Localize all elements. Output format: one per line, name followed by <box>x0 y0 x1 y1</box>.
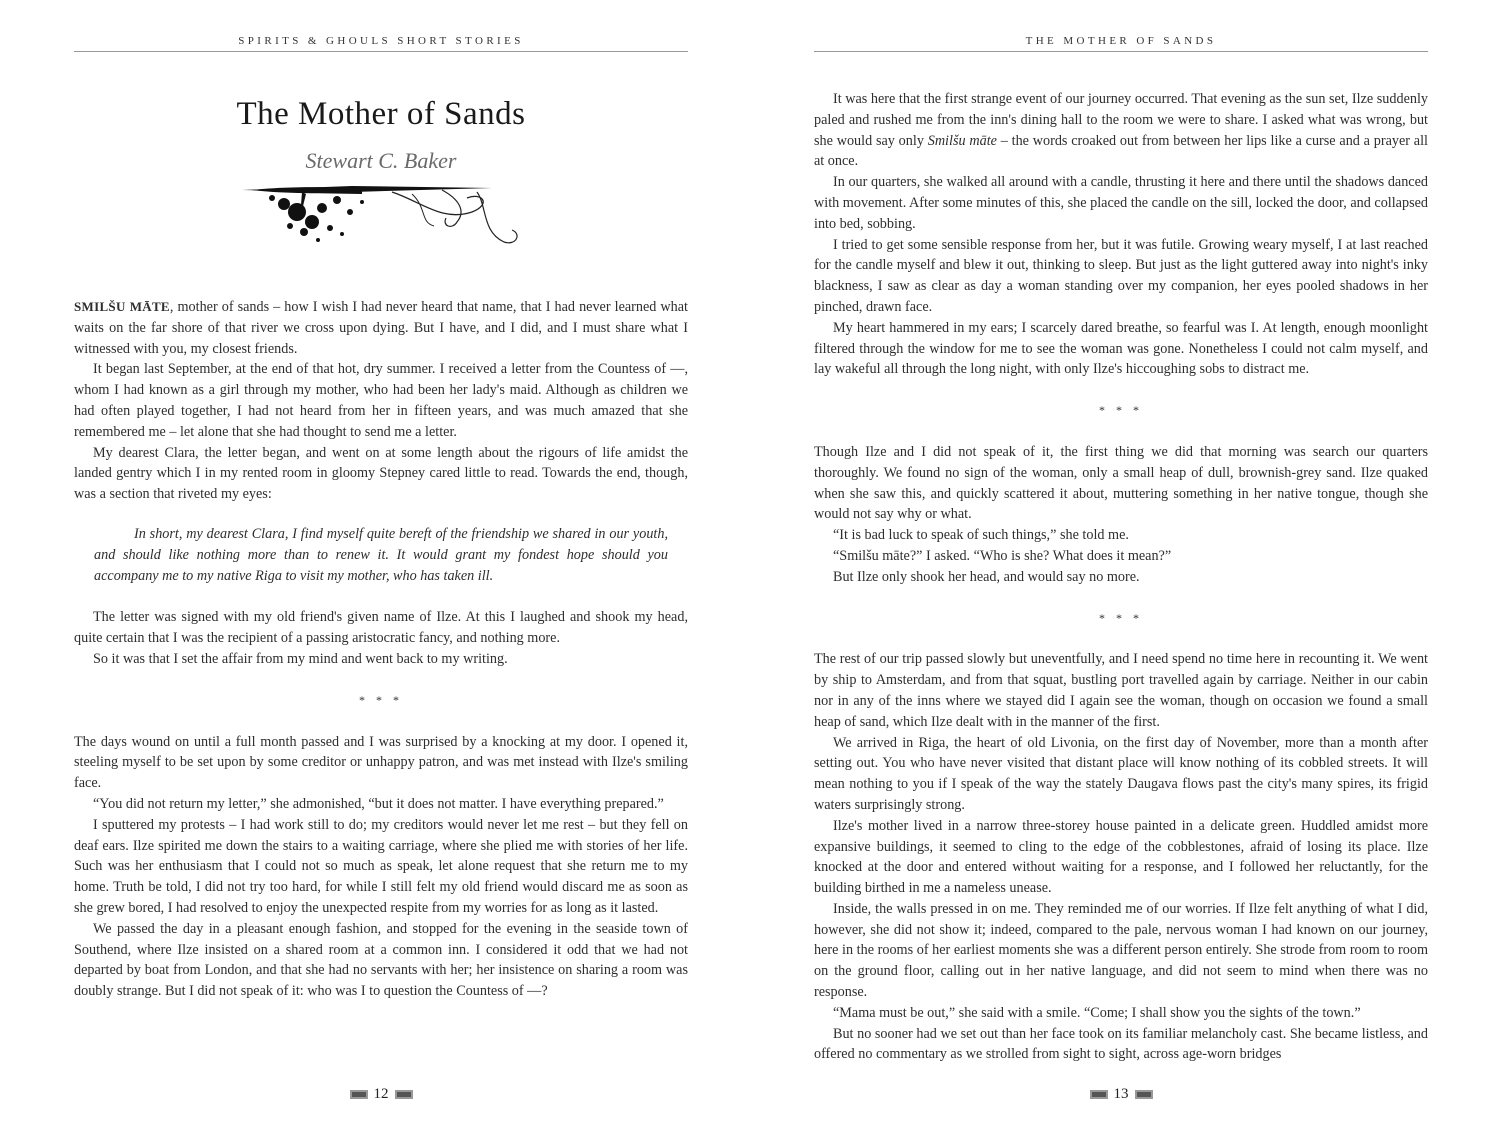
paragraph: But no sooner had we set out than her face took on its familiar melancholy cast. She became listless, and offered no commentary as we strolled from sight to sight, across age-worn bridges <box>814 1025 1428 1063</box>
page-number-left <box>74 1086 688 1103</box>
paragraph: Inside, the walls pressed in on me. They reminded me of our worries. If Ilze felt anything of what I did, however, she did not show it; indeed, compared to the pale, nervous woman I had known on our journey, here in the rooms of her earliest moments she was a different person entirely. She strode from room to room on the ground floor, calling out in her native language, and did not seem to mind when there was no response. <box>814 900 1428 1001</box>
paragraph: “Mama must be out,” she said with a smile. “Come; I shall show you the sights of the town.” <box>833 1004 1361 1021</box>
latvian-phrase: Smilšu māte <box>927 132 997 149</box>
paragraph: So it was that I set the affair from my mind and went back to my writing. <box>93 650 508 667</box>
page-number-text: 12 <box>373 1086 389 1102</box>
paragraph <box>814 89 1428 172</box>
ink-splash-ornament-icon <box>242 182 527 248</box>
page-number-right <box>814 1086 1428 1103</box>
section-separator: * * * <box>1099 403 1143 418</box>
paragraph: The days wound on until a full month passed and I was surprised by a knocking at my door. I opened it, steeling myself to be set upon by some creditor or unhappy patron, and was met instead with Ilze's smiling face. <box>74 733 688 792</box>
story-author: Stewart C. Baker <box>305 148 457 173</box>
right-page <box>814 0 1428 1147</box>
page-number-text: 13 <box>1113 1086 1129 1102</box>
paragraph: “It is bad luck to speak of such things,” she told me. <box>833 527 1129 544</box>
running-head-text: THE MOTHER OF SANDS <box>1025 35 1217 47</box>
story-title: The Mother of Sands <box>236 96 526 132</box>
paragraph: In our quarters, she walked all around with a candle, thrusting it here and there until the shadows danced with movement. After some minutes of this, she placed the candle on the sill, locked the door, and collapsed into bed, sobbing. <box>814 174 1428 232</box>
paragraph: We arrived in Riga, the heart of old Livonia, on the first day of November, more than a month after setting out. You who have never visited that distant place will know nothing of its cobbled streets. It will mean nothing to you if I speak of the way the stately Daugava flows past the city's many spires, its frigid waters surprisingly strong. <box>814 734 1428 813</box>
left-page <box>74 0 688 1147</box>
paragraph: It began last September, at the end of that hot, dry summer. I received a letter from the Countess of —, whom I had known as a girl through my mother, who had been her lady's maid. Although as children we had often played together, I had not heard from her in fifteen years, and was much amazed that she remembered me – let alone that she had thought to send me a letter. <box>74 361 688 440</box>
paragraph: I tried to get some sensible response from her, but it was futile. Growing weary myself, I at last reached for the candle myself and blew it out, thinking to sleep. But just as the light guttered away into night's inky blackness, I saw as clear as day a woman standing over my companion, her eyes pooled shadows in her pinched, drawn face. <box>814 236 1428 315</box>
running-head-left <box>74 35 688 52</box>
letter-quote: In short, my dearest Clara, I find myself quite bereft of the friendship we shared in our youth, and should like nothing more than to renew it. It would grant my fondest hope should you accompany me to my native Riga to visit my mother, who has taken ill. <box>94 525 668 584</box>
folio-ornament-icon <box>350 1090 368 1099</box>
paragraph: I sputtered my protests – I had work still to do; my creditors would never let me rest – but they fell on deaf ears. Ilze spirited me down the stairs to a waiting carriage, where she plied me with stories of her life. Such was her enthusiasm that I could not so much as speak, let alone request that she return me to my home. Truth be told, I did not try too hard, for while I still felt my old friend would discard me as soon as she grew bored, I had resolved to enjoy the unexpected respite from my worries for as long as it lasted. <box>74 816 688 916</box>
section-separator: * * * <box>1099 610 1143 625</box>
left-body-text <box>74 297 688 1002</box>
paragraph: “You did not return my letter,” she admonished, “but it does not matter. I have everything prepared.” <box>93 795 664 812</box>
folio-ornament-icon <box>395 1090 413 1099</box>
section-separator: * * * <box>359 692 403 707</box>
paragraph: The letter was signed with my old friend's given name of Ilze. At this I laughed and shook my head, quite certain that I was the recipient of a passing aristocratic fancy, and nothing more. <box>74 609 688 647</box>
folio-ornament-icon <box>1090 1090 1108 1099</box>
paragraph-text: , mother of sands – how I wish I had never heard that name, that I had never learned what waits on the far shore of that river we cross upon dying. But I have, and I did, and I must share what I witnessed with you, my closest friends. <box>74 299 688 357</box>
paragraph: We passed the day in a pleasant enough fashion, and stopped for the evening in the seaside town of Southend, where Ilze insisted on a shared room at a common inn. I considered it odd that we had not departed by boat from London, and that she had no servants with her; her insistence on sharing a room was doubly strange. But I did not speak of it: who was I to question the Countess of —? <box>74 920 688 1000</box>
running-head-text: SPIRITS & GHOULS SHORT STORIES <box>238 35 524 47</box>
running-head-right <box>814 35 1428 52</box>
paragraph: But Ilze only shook her head, and would say no more. <box>833 568 1140 585</box>
paragraph: My dearest Clara, the letter began, and went on at some length about the rigours of life amidst the landed gentry which I in my rented room in gloomy Stepney cared little to read. Towards the end, though, was a section that riveted my eyes: <box>74 444 688 503</box>
right-body-text <box>814 89 1428 1065</box>
paragraph: Though Ilze and I did not speak of it, the first thing we did that morning was search our quarters thoroughly. We found no sign of the woman, only a small heap of dull, brownish-grey sand. Ilze quaked when she saw this, and quickly scattered it about, muttering something in her native tongue, though she would not say why or what. <box>814 443 1428 523</box>
folio-ornament-icon <box>1135 1090 1153 1099</box>
opening-word: SMILŠU MĀTE <box>74 299 170 314</box>
paragraph-text: It was here that the first strange event of our journey occurred. That evening as the sun set, Ilze suddenly paled and rushed me from the inn's dining hall to the room we were to share. I asked what was wrong, but she would say only <box>814 91 1428 149</box>
paragraph: My heart hammered in my ears; I scarcely dared breathe, so fearful was I. At length, enough moonlight filtered through the window for me to see the woman was gone. Nonetheless I could not calm myself, and lay wakeful all through the long night, with only Ilze's hiccoughing sobs to distract me. <box>814 319 1428 378</box>
paragraph: The rest of our trip passed slowly but uneventfully, and I need spend no time here in recounting it. We went by ship to Amsterdam, and from that squat, bustling port travelled again by carriage. Neither in our cabin nor in any of the inns where we stayed did I again see the woman, though on occasion we found a small heap of sand, which Ilze dealt with in the manner of the first. <box>814 651 1428 730</box>
paragraph-text: – the words croaked out from between her lips like a curse and a prayer all at once. <box>814 132 1428 170</box>
paragraph: Ilze's mother lived in a narrow three-storey house painted in a delicate green. Huddled amidst more expansive buildings, it seemed to cling to the edge of the cobblestones, afraid of losing its place. Ilze knocked at the door and entered without waiting for a response, and I followed her reluctantly, for the building birthed in me a nameless unease. <box>814 817 1428 897</box>
paragraph <box>74 297 688 359</box>
paragraph: “Smilšu māte?” I asked. “Who is she? What does it mean?” <box>833 547 1172 564</box>
